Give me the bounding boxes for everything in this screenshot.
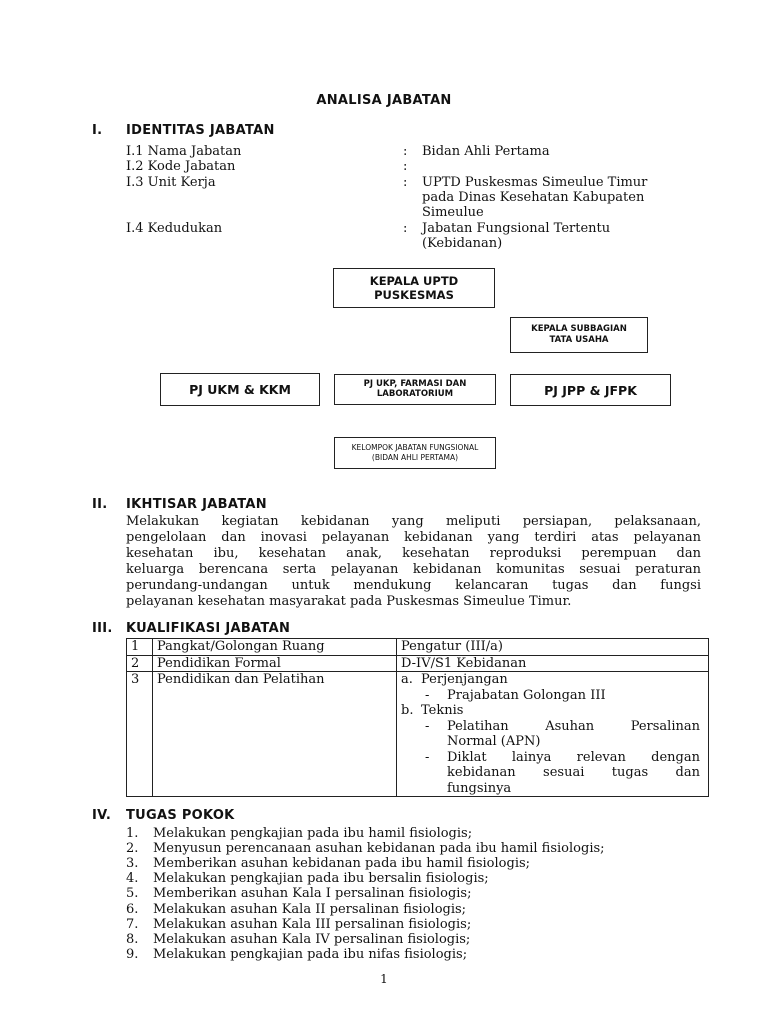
page-number: 1: [380, 972, 388, 986]
identity-label-kode: I.2 Kode Jabatan: [126, 159, 236, 174]
training-group-b: [401, 703, 700, 719]
table-cell-item: Pangkat/Golongan Ruang: [153, 639, 397, 656]
training-item: [401, 688, 700, 704]
document-title: ANALISA JABATAN: [316, 93, 452, 108]
identity-colon: :: [403, 175, 408, 190]
identity-colon: :: [403, 159, 408, 174]
training-item-line: Pelatihan Asuhan Persalinan: [447, 718, 700, 734]
table-cell-value: D-IV/S1 Kebidanan: [397, 655, 709, 672]
dash-marker: -: [425, 749, 430, 765]
training-item-text: Prajabatan Golongan III: [447, 687, 606, 703]
org-box-text: PJ UKM & KKM: [189, 382, 291, 397]
task-text: Menyusun perencanaan asuhan kebidanan pada ibu hamil fisiologis;: [153, 841, 605, 856]
section-3-title: KUALIFIKASI JABATAN: [126, 621, 291, 636]
qualification-table: [126, 638, 709, 797]
identity-value-unit-line: UPTD Puskesmas Simeulue Timur: [422, 175, 648, 190]
org-box-text: TATA USAHA: [549, 335, 609, 345]
training-group-title: Teknis: [421, 703, 464, 718]
identity-label-nama: I.1 Nama Jabatan: [126, 144, 242, 159]
table-row: [127, 639, 709, 656]
identity-value-kedudukan-line: (Kebidanan): [422, 236, 503, 251]
table-cell-value: [397, 672, 709, 797]
table-cell-item: Pendidikan Formal: [153, 655, 397, 672]
org-box-kelompok: [334, 437, 496, 469]
identity-value-unit-line: Simeulue: [422, 205, 484, 220]
identity-label-unit: I.3 Unit Kerja: [126, 175, 216, 190]
task-number: 4.: [126, 871, 139, 886]
org-box-text: KELOMPOK JABATAN FUNGSIONAL: [351, 443, 479, 452]
list-marker: a.: [401, 672, 413, 687]
task-text: Memberikan asuhan kebidanan pada ibu hamil fisiologis;: [153, 856, 531, 871]
task-number: 5.: [126, 886, 139, 901]
task-text: Melakukan pengkajian pada ibu hamil fisiologis;: [153, 826, 473, 841]
identity-colon: :: [403, 144, 408, 159]
identity-value-unit-line: pada Dinas Kesehatan Kabupaten: [422, 190, 645, 205]
list-marker: b.: [401, 703, 414, 718]
summary-line: kesehatan ibu, kesehatan anak, kesehatan reproduksi perempuan dan: [126, 546, 701, 561]
dash-marker: -: [425, 718, 430, 734]
table-cell-no: 1: [127, 639, 153, 656]
task-text: Melakukan asuhan Kala II persalinan fisiologis;: [153, 902, 467, 917]
task-text: Memberikan asuhan Kala I persalinan fisiologis;: [153, 886, 472, 901]
training-group-title: Perjenjangan: [421, 672, 508, 687]
org-box-text: KEPALA SUBBAGIAN: [531, 324, 627, 334]
section-3-number: III.: [92, 621, 113, 636]
training-item-line: fungsinya: [447, 780, 512, 796]
org-box-ukm: [160, 373, 320, 406]
task-number: 6.: [126, 902, 139, 917]
task-text: Melakukan asuhan Kala III persalinan fisiologis;: [153, 917, 472, 932]
task-text: Melakukan pengkajian pada ibu nifas fisiologis;: [153, 947, 468, 962]
summary-line: perundang-undangan untuk mendukung kelancaran tugas dan fungsi: [126, 578, 701, 593]
training-item-line: kebidanan sesuai tugas dan: [447, 765, 700, 780]
section-4-number: IV.: [92, 808, 112, 823]
identity-value-kedudukan-line: Jabatan Fungsional Tertentu: [422, 221, 611, 236]
org-box-kepala: [333, 268, 495, 308]
section-4-title: TUGAS POKOK: [126, 808, 235, 823]
summary-line: pengelolaan dan inovasi pelayanan kebidanan yang terdiri atas pelayanan: [126, 530, 701, 545]
task-text: Melakukan asuhan Kala IV persalinan fisiologis;: [153, 932, 471, 947]
identity-value-nama: Bidan Ahli Pertama: [422, 144, 550, 159]
org-box-text: PJ JPP & JFPK: [544, 382, 637, 398]
dash-marker: -: [425, 687, 430, 703]
section-1-number: I.: [92, 123, 103, 138]
section-1-title: IDENTITAS JABATAN: [126, 123, 275, 138]
training-item: [401, 719, 700, 750]
table-row: [127, 655, 709, 672]
training-item-line: Diklat lainya relevan dengan: [447, 749, 700, 765]
section-2-number: II.: [92, 497, 108, 512]
summary-line: pelayanan kesehatan masyarakat pada Puskesmas Simeulue Timur.: [126, 594, 572, 609]
task-number: 3.: [126, 856, 139, 871]
org-box-text: KEPALA UPTD: [369, 274, 459, 288]
task-number: 2.: [126, 841, 139, 856]
section-2-title: IKHTISAR JABATAN: [126, 497, 267, 512]
org-box-text: LABORATORIUM: [376, 389, 454, 399]
summary-line: Melakukan kegiatan kebidanan yang meliputi persiapan, pelaksanaan,: [126, 514, 701, 529]
org-box-text: (BIDAN AHLI PERTAMA): [371, 453, 459, 462]
task-number: 7.: [126, 917, 139, 932]
table-row: [127, 672, 709, 797]
identity-label-kedudukan: I.4 Kedudukan: [126, 221, 223, 236]
training-item-line: Normal (APN): [447, 734, 541, 749]
task-number: 8.: [126, 932, 139, 947]
org-box-subbagian: [510, 317, 648, 353]
summary-paragraph: [126, 514, 701, 610]
table-cell-value: Pengatur (III/a): [397, 639, 709, 656]
org-box-jpp: [510, 374, 671, 406]
task-number: 9.: [126, 947, 139, 962]
table-cell-item: Pendidikan dan Pelatihan: [153, 672, 397, 797]
org-box-text: PUSKESMAS: [374, 288, 454, 302]
task-number: 1.: [126, 826, 139, 841]
table-cell-no: 3: [127, 672, 153, 797]
org-box-ukp: [334, 374, 496, 405]
summary-line: keluarga berencana serta pelayanan kebidanan komunitas sesuai peraturan: [126, 562, 701, 577]
training-group-a: [401, 672, 700, 688]
training-item: [401, 750, 700, 797]
task-text: Melakukan pengkajian pada ibu bersalin fisiologis;: [153, 871, 489, 886]
org-box-text: PJ UKP, FARMASI DAN: [363, 379, 467, 389]
table-cell-no: 2: [127, 655, 153, 672]
identity-colon: :: [403, 221, 408, 236]
